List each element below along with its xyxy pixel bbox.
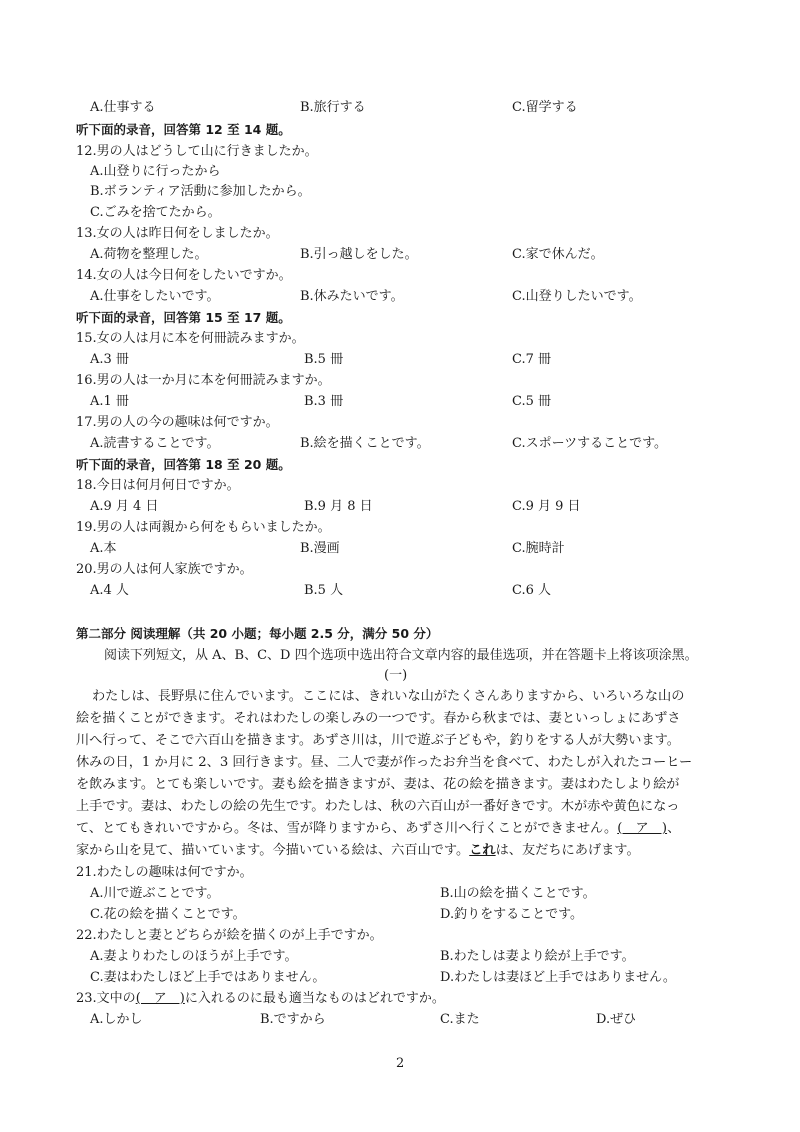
q23-stem-end: に入れるのに最も適当なものはどれですか。	[184, 991, 445, 1006]
q15-option-c: C.7 冊	[512, 352, 552, 367]
q12-option-c: C.ごみを捨てたから。	[90, 205, 221, 220]
q17-option-c: C.スポーツすることです。	[512, 436, 668, 451]
passage-line-6: 上手です。妻は、わたしの絵の先生です。わたしは、秋の六百山が一番好きです。木が赤や黄色になっ	[76, 799, 680, 814]
q19-option-c: C.腕時計	[512, 541, 565, 556]
passage-line-5: を飲みます。とても楽しいです。妻も絵を描きますが、妻は、花の絵を描きます。妻はわたしより絵が	[76, 777, 680, 792]
q22-option-b: B.わたしは妻より絵が上手です。	[440, 949, 635, 964]
q21-option-a: A.川で遊ぶことです。	[90, 886, 220, 901]
q23-option-d: D.ぜひ	[596, 1012, 637, 1027]
q22-option-a: A.妻よりわたしのほうが上手です。	[90, 949, 298, 964]
section-heading-18-20: 听下面的录音，回答第 18 至 20 题。	[76, 457, 291, 472]
q23-stem	[76, 990, 445, 1008]
q13-option-c: C.家で休んだ。	[512, 247, 604, 262]
passage-line-7-end: 、	[667, 821, 681, 836]
q15-stem: 15.女の人は月に本を何冊読みますか。	[76, 331, 305, 346]
q13-option-b: B.引っ越しをした。	[300, 247, 418, 262]
q16-option-b: B.3 冊	[304, 394, 344, 409]
q16-option-c: C.5 冊	[512, 394, 552, 409]
q20-option-b: B.5 人	[304, 583, 344, 598]
passage-line-7-text: て、とてもきれいですから。冬は、雪が降りますから、あずさ川へ行くことができません。	[76, 821, 618, 836]
q23-blank: ( ア )	[135, 991, 185, 1006]
q22-option-c: C.妻はわたしほど上手ではありません。	[90, 970, 326, 985]
q11-option-c: C.留学する	[512, 100, 578, 115]
q14-option-c: C.山登りしたいです。	[512, 289, 642, 304]
q19-stem: 19.男の人は両親から何をもらいましたか。	[76, 520, 331, 535]
q16-option-a: A.1 冊	[90, 394, 129, 409]
q21-option-b: B.山の絵を描くことです。	[440, 886, 596, 901]
q21-stem: 21.わたしの趣味は何ですか。	[76, 865, 253, 880]
passage-line-7	[76, 820, 680, 838]
passage-line-2: 絵を描くことができます。それはわたしの楽しみの一つです。春から秋までは、妻といっしょにあずさ	[76, 711, 681, 726]
q23-stem-text: 23.文中の	[76, 991, 136, 1006]
part2-title: 第二部分 阅读理解（共 20 小题；每小题 2.5 分，满分 50 分）	[76, 626, 439, 641]
q22-option-d: D.わたしは妻ほど上手ではありません。	[440, 970, 676, 985]
passage-line-4: 休みの日，1 か月に 2、3 回行きます。昼、二人で妻が作ったお弁当を食べて、わたしが入れたコーヒー	[76, 755, 693, 770]
section-heading-15-17: 听下面的录音，回答第 15 至 17 题。	[76, 310, 291, 325]
q23-option-a: A.しかし	[90, 1012, 143, 1027]
q18-stem: 18.今日は何月何日ですか。	[76, 478, 240, 493]
underlined-kore: これ	[469, 843, 496, 858]
q22-stem: 22.わたしと妻とどちらが絵を描くのが上手ですか。	[76, 928, 383, 943]
q23-option-c: C.また	[440, 1012, 480, 1027]
part2-instruction: 阅读下列短文，从 A、B、C、D 四个选项中选出符合文章内容的最佳选项，并在答题卡上将该项涂黑。	[104, 648, 698, 663]
q20-stem: 20.男の人は何人家族ですか。	[76, 562, 253, 577]
q11-option-a: A.仕事する	[90, 100, 156, 115]
passage-line-8-text: 家から山を見て、描いています。今描いている絵は、六百山です。	[76, 843, 470, 858]
q18-option-a: A.9 月 4 日	[90, 499, 159, 514]
q21-option-c: C.花の絵を描くことです。	[90, 907, 246, 922]
q19-option-b: B.漫画	[300, 541, 340, 556]
q12-option-a: A.山登りに行ったから	[90, 164, 221, 179]
q20-option-a: A.4 人	[90, 583, 129, 598]
q17-option-b: B.絵を描くことです。	[300, 436, 430, 451]
q20-option-c: C.6 人	[512, 583, 552, 598]
q18-option-b: B.9 月 8 日	[304, 499, 373, 514]
q17-stem: 17.男の人の今の趣味は何ですか。	[76, 415, 279, 430]
q15-option-a: A.3 冊	[90, 352, 129, 367]
passage-line-8	[76, 842, 640, 860]
section-heading-12-14: 听下面的录音，回答第 12 至 14 题。	[76, 122, 291, 137]
q15-option-b: B.5 冊	[304, 352, 344, 367]
q11-option-b: B.旅行する	[300, 100, 366, 115]
q13-option-a: A.荷物を整理した。	[90, 247, 208, 262]
q14-option-a: A.仕事をしたいです。	[90, 289, 220, 304]
passage-line-1: わたしは、長野県に住んでいます。ここには、きれいな山がたくさんありますから、いろいろな山の	[92, 689, 685, 704]
q23-option-b: B.ですから	[260, 1012, 326, 1027]
q14-option-b: B.休みたいです。	[300, 289, 404, 304]
passage-line-3: 川へ行って、そこで六百山を描きます。あずさ川は，川で遊ぶ子どもや，釣りをする人が大勢います。	[76, 733, 680, 748]
blank-a: ( ア )	[617, 821, 668, 836]
q12-stem: 12.男の人はどうして山に行きましたか。	[76, 144, 318, 159]
q13-stem: 13.女の人は昨日何をしましたか。	[76, 226, 279, 241]
q17-option-a: A.読書することです。	[90, 436, 220, 451]
q21-option-d: D.釣りをすることです。	[440, 907, 584, 922]
passage-number: (一)	[384, 668, 408, 683]
q18-option-c: C.9 月 9 日	[512, 499, 581, 514]
passage-line-8-end: は、友だちにあげます。	[495, 843, 640, 858]
q16-stem: 16.男の人は一か月に本を何冊読みますか。	[76, 373, 331, 388]
q14-stem: 14.女の人は今日何をしたいですか。	[76, 268, 292, 283]
page-number: 2	[396, 1056, 405, 1071]
q12-option-b: B.ボランティア活動に参加したから。	[90, 184, 311, 199]
q19-option-a: A.本	[90, 541, 117, 556]
